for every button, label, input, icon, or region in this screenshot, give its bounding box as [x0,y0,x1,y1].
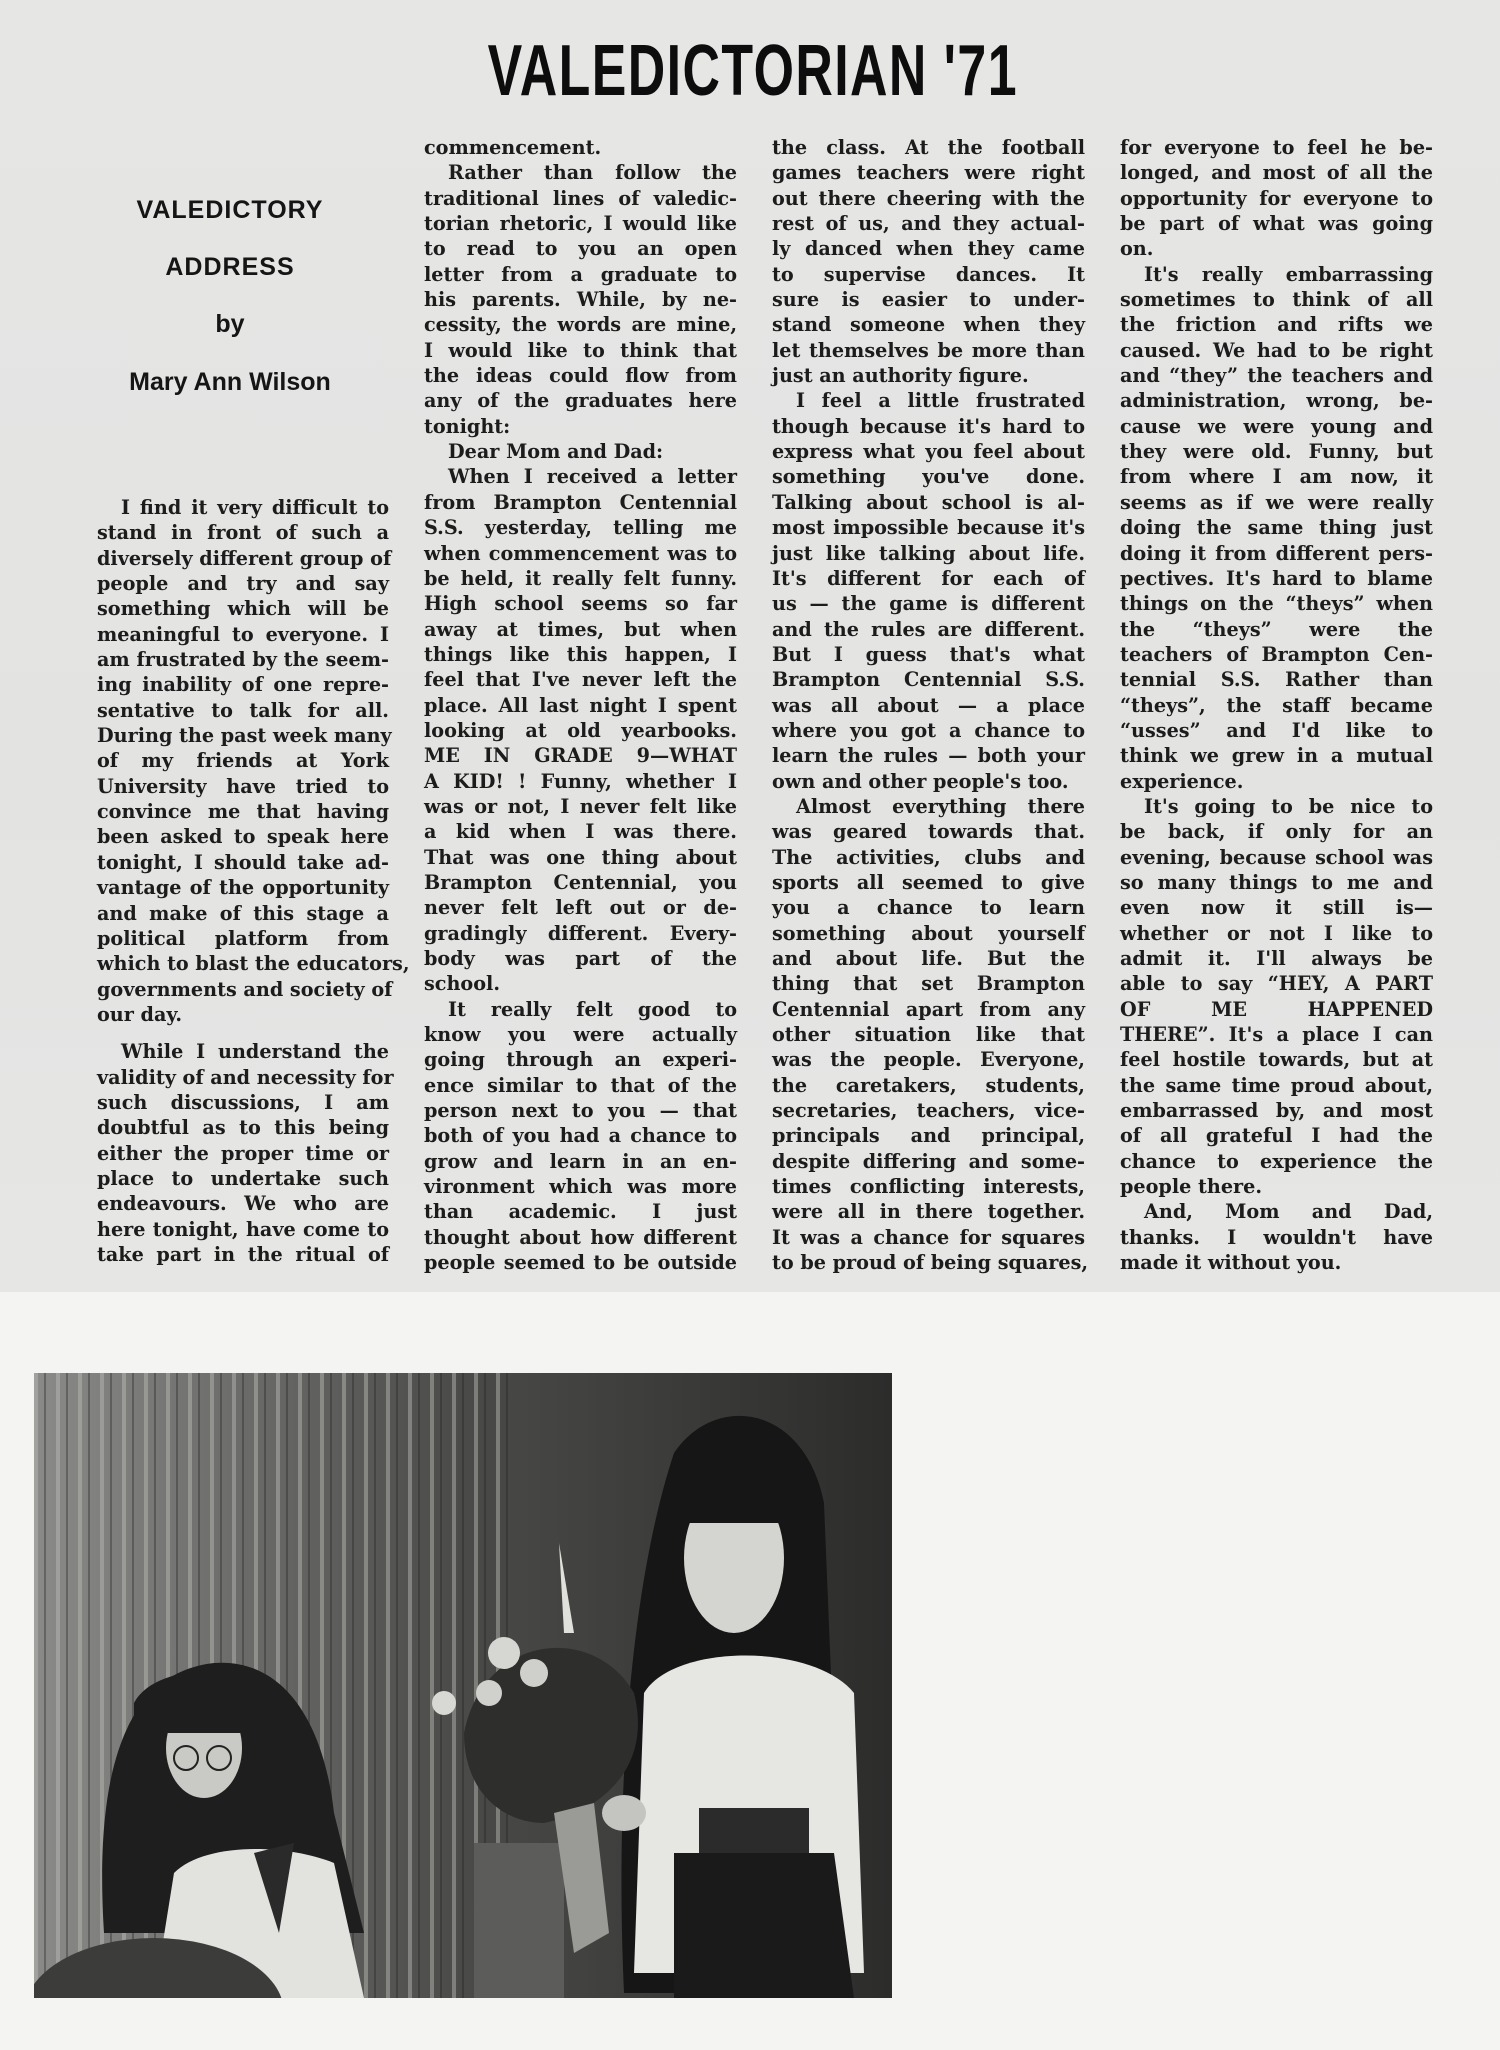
article-line: his parents. While, by ne- [424,288,737,312]
article-line: of my friends at York [97,749,389,773]
article-line: vantage of the opportunity [97,876,389,900]
article-line: It was a chance for squares [772,1225,1085,1249]
article-line: games teachers were right [772,161,1085,185]
article-line: doing the same thing just [1120,516,1433,540]
article-column-3 [772,135,1089,1275]
article-line: administration, wrong, be- [1120,389,1433,413]
article-line: going through an experi- [424,1048,737,1072]
article-line: be part of what was going [1120,212,1433,236]
article-line: whether or not I like to [1120,921,1433,945]
article-line: S.S. yesterday, telling me [424,516,737,540]
article-line: diversely different group of [97,546,392,570]
article-line: tonight: [424,414,511,438]
article-column-2 [424,135,737,1275]
article-line: thing that set Brampton [772,972,1085,996]
article-line: and about life. But the [772,947,1085,970]
graduation-photo [34,1373,892,1998]
article-line: “usses” and I'd like to [1120,718,1433,742]
article-line: letter from a graduate to [424,262,737,286]
article-line: was or not, I never felt like [424,794,737,818]
article-line: never felt left out or de- [424,896,737,920]
article-line: think we grew in a mutual [1120,744,1433,768]
article-line: principals and principal, [772,1124,1085,1148]
article-line: know you were actually [424,1023,737,1047]
article-line: sentative to talk for all. [97,698,389,722]
article-line: times conflicting interests, [772,1175,1085,1199]
article-line: thought about how different [424,1225,737,1249]
article-line: experience. [1120,769,1244,793]
article-line: feel that I've never left the [424,668,737,692]
article-line: just like talking about life. [772,541,1085,565]
article-line: away at times, but when [424,617,737,641]
article-line: THERE”. It's a place I can [1120,1023,1433,1047]
article-line: place. All last night I spent [424,693,737,717]
article-line: such discussions, I am [97,1090,389,1114]
article-line: from where I am now, it [1120,465,1433,489]
article-line: The activities, clubs and [772,845,1085,869]
article-line: you a chance to learn [772,896,1085,920]
article-line: though because it's hard to [772,414,1085,438]
article-line: Rather than follow the [448,161,737,185]
article-line: here tonight, have come to [97,1217,389,1241]
article-line: were all in there together. [772,1200,1085,1224]
article-line: for everyone to feel he be- [1120,136,1433,159]
article-line: things on the “theys” when [1120,592,1433,616]
article-line: out there cheering with the [772,186,1085,210]
article-line: despite differing and some- [772,1149,1085,1173]
article-line: tonight, I should take ad- [97,850,389,874]
byline-heading-line2: ADDRESS [165,253,295,281]
article-line: meaningful to everyone. I [97,622,389,646]
article-line: Centennial apart from any [772,997,1085,1021]
article-line: be back, if only for an [1120,820,1433,844]
article-line: and make of this stage a [97,901,389,925]
article-line: cause we were young and [1120,414,1433,438]
article-line: body was part of the [424,947,737,970]
article-line: express what you feel about [772,440,1085,464]
byline-by: by [215,310,245,338]
article-line: political platform from [97,926,389,950]
article-line: I feel a little frustrated [796,389,1085,413]
article-line: able to say “HEY, A PART [1120,972,1433,996]
article-line: embarrassed by, and most [1120,1099,1433,1123]
article-byline [90,195,370,397]
article-line: the same time proud about, [1120,1073,1433,1097]
article-line: OF ME HAPPENED [1120,997,1433,1021]
article-line: either the proper time or [97,1141,389,1165]
article-line: and “they” the teachers and [1120,364,1433,388]
article-line: It's going to be nice to [1144,794,1433,818]
article-line: governments and society of [97,977,393,1001]
article-line: even now it still is— [1120,896,1433,920]
article-line: While I understand the [121,1040,389,1064]
article-line: us — the game is different [772,592,1085,616]
article-line: be held, it really felt funny. [424,566,737,590]
article-line: During the past week many [97,724,392,748]
article-line: It really felt good to [448,997,737,1021]
article-line: things like this happen, I [424,642,737,666]
article-line: chance to experience the [1120,1149,1433,1173]
article-line: secretaries, teachers, vice- [772,1099,1085,1123]
article-line: vironment which was more [424,1175,737,1199]
article-line: torian rhetoric, I would like [424,212,737,236]
article-line: Dear Mom and Dad: [448,440,664,464]
article-line: most impossible because it's [772,516,1085,540]
article-line: people and try and say [97,572,389,596]
article-line: was all about — a place [772,693,1085,717]
article-line: people there. [1120,1175,1263,1199]
article-line: let themselves be more than [772,338,1085,362]
article-line: caused. We had to be right [1120,338,1433,362]
article-line: sure is easier to under- [772,288,1085,312]
article-line: gradingly different. Every- [424,921,737,945]
article-line: tennial S.S. Rather than [1120,668,1433,692]
article-line: of all grateful I had the [1120,1124,1433,1148]
article-line: But I guess that's what [772,642,1085,666]
article-line: am frustrated by the seem- [97,648,389,672]
article-line: And, Mom and Dad, [1144,1200,1433,1224]
article-line: any of the graduates here [424,389,737,413]
article-line: ME IN GRADE 9—WHAT [424,744,737,768]
article-line: I would like to think that [424,338,737,362]
article-line: which to blast the educators, [97,952,410,976]
article-line: University have tried to [97,774,389,798]
article-line: sometimes to think of all [1120,288,1433,312]
article-line: validity of and necessity for [97,1065,394,1089]
article-line: a kid when I was there. [424,820,737,844]
article-line: stand someone when they [772,313,1085,337]
article-line: own and other people's too. [772,769,1069,793]
article-line: “theys”, the staff became [1120,693,1433,717]
article-line: the friction and rifts we [1120,313,1433,337]
article-line: evening, because school was [1120,845,1433,869]
article-line: learn the rules — both your [772,744,1085,768]
article-line: something you've done. [772,465,1085,489]
article-line: opportunity for everyone to [1120,186,1433,210]
article-line: A KID! ! Funny, whether I [424,769,737,793]
article-line: cessity, the words are mine, [424,313,737,337]
article-line: both of you had a chance to [424,1124,737,1148]
article-line: rest of us, and they actual- [772,212,1085,236]
article-line: something which will be [97,597,389,621]
article-line: longed, and most of all the [1120,161,1433,185]
article-line: That was one thing about [424,845,737,869]
article-line: seems as if we were really [1120,490,1433,514]
article-line: the ideas could flow from [424,364,737,388]
article-line: feel hostile towards, but at [1120,1048,1433,1072]
article-line: on. [1120,237,1154,261]
article-line: when commencement was to [424,541,737,565]
article-line: endeavours. We who are [97,1192,389,1216]
article-line: the “theys” were the [1120,617,1433,641]
article-column-4 [1120,135,1433,1275]
article-line: ly danced when they came [772,237,1085,261]
article-line: from Brampton Centennial [424,490,737,514]
article-line: Brampton Centennial S.S. [772,668,1085,692]
article-line: doubtful as to this being [97,1116,389,1140]
article-line: High school seems so far [424,592,737,616]
article-line: people seemed to be outside [424,1251,737,1275]
article-line: ing inability of one repre- [97,673,389,697]
article-line: where you got a chance to [772,718,1085,742]
byline-heading-line1: VALEDICTORY [136,196,324,224]
article-line: Talking about school is al- [772,490,1085,514]
article-line: they were old. Funny, but [1120,440,1433,464]
article-line: made it without you. [1120,1251,1342,1275]
article-line: the caretakers, students, [772,1073,1085,1097]
article-line: to supervise dances. It [772,262,1085,286]
article-line: admit it. I'll always be [1120,947,1433,970]
article-line: commencement. [424,136,602,159]
article-line: looking at old yearbooks. [424,718,737,742]
article-line: been asked to speak here [97,825,389,849]
article-line: other situation like that [772,1023,1085,1047]
article-line: doing it from different pers- [1120,541,1433,565]
article-line: stand in front of such a [97,521,389,545]
byline-author: Mary Ann Wilson [129,368,331,396]
article-line: traditional lines of valedic- [424,186,737,210]
article-line: grow and learn in an en- [424,1149,737,1173]
article-line: It's really embarrassing [1144,262,1433,286]
article-line: place to undertake such [97,1166,389,1190]
article-column-1 [97,495,410,1267]
article-line: something about yourself [772,921,1085,945]
article-line: was the people. Everyone, [772,1048,1085,1072]
article-line: school. [424,972,501,996]
article-line: person next to you — that [424,1099,737,1123]
article-line: take part in the ritual of [97,1242,389,1266]
article-line: convince me that having [97,800,389,824]
article-line: ence similar to that of the [424,1073,737,1097]
article-line: teachers of Brampton Cen- [1120,642,1433,666]
article-line: thanks. I wouldn't have [1120,1225,1433,1249]
article-line: When I received a letter [448,465,737,489]
article-line: just an authority figure. [772,364,1029,388]
article-line: sports all seemed to give [772,870,1085,894]
page-title: VALEDICTORIAN '71 [487,31,1018,111]
article-line: pectives. It's hard to blame [1120,566,1433,590]
photo-illustration [34,1373,892,1998]
article-line: It's different for each of [772,566,1085,590]
article-line: I find it very difficult to [121,496,389,519]
article-line: so many things to me and [1120,870,1433,894]
article-line: and the rules are different. [772,617,1085,641]
article-line: than academic. I just [424,1200,737,1224]
article-line [97,1027,389,1039]
article-line: Brampton Centennial, you [424,870,737,894]
article-line: to read to you an open [424,237,737,261]
article-line: Almost everything there [796,794,1085,818]
article-line: to be proud of being squares, [772,1251,1089,1275]
article-line: the class. At the football [772,136,1085,159]
article-line: our day. [97,1002,183,1026]
article-line: was geared towards that. [772,820,1085,844]
